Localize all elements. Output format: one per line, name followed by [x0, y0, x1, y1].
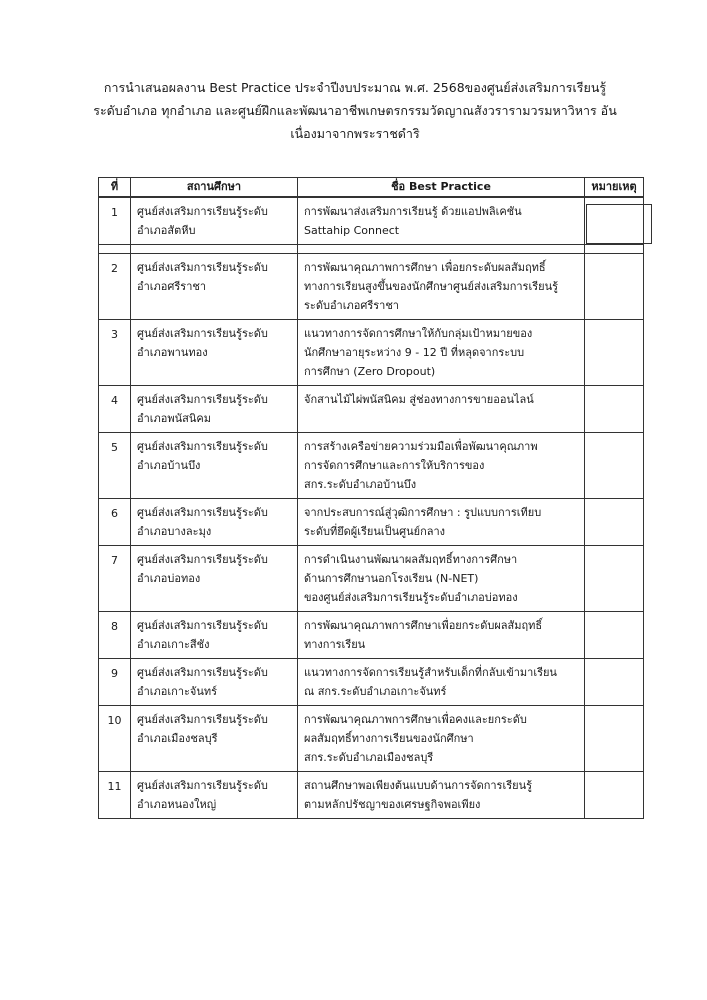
note-cell — [585, 659, 644, 706]
table-row — [99, 433, 644, 499]
header-school: สถานศึกษา — [131, 178, 298, 198]
school-name-cell — [131, 546, 298, 612]
note-cell — [585, 772, 644, 819]
practice-name-line: แนวทางการจัดการเรียนรู้สำหรับเด็กที่กลับเข้ามาเรียน — [304, 666, 557, 679]
school-name-line: อำเภอบ้านบึง — [137, 459, 201, 472]
practice-name-cell — [298, 197, 585, 245]
row-number: 4 — [99, 386, 131, 433]
table-row — [99, 197, 644, 245]
practice-name-line: ของศูนย์ส่งเสริมการเรียนรู้ระดับอำเภอบ่อทอง — [304, 591, 518, 604]
row-number: 1 — [99, 197, 131, 245]
practice-name-line: ณ สกร.ระดับอำเภอเกาะจันทร์ — [304, 685, 447, 698]
table-row — [99, 546, 644, 612]
note-cell — [585, 546, 644, 612]
table-header-row — [99, 178, 644, 198]
table-row — [99, 659, 644, 706]
note-cell — [585, 386, 644, 433]
header-note: หมายเหตุ — [585, 178, 644, 198]
practice-name-line: การพัฒนาคุณภาพการศึกษาเพื่อคงและยกระดับ — [304, 713, 527, 726]
school-name-line: ศูนย์ส่งเสริมการเรียนรู้ระดับ — [137, 506, 268, 519]
school-name-line: อำเภอพนัสนิคม — [137, 412, 212, 425]
practice-name-line: แนวทางการจัดการศึกษาให้กับกลุ่มเป้าหมายของ — [304, 327, 533, 340]
note-cell — [585, 612, 644, 659]
practice-name-cell — [298, 659, 585, 706]
school-name-line: ศูนย์ส่งเสริมการเรียนรู้ระดับ — [137, 553, 268, 566]
note-box — [586, 204, 652, 244]
row-number: 7 — [99, 546, 131, 612]
row-number: 8 — [99, 612, 131, 659]
spacer-cell — [131, 245, 298, 254]
practice-name-line: การพัฒนาคุณภาพการศึกษา เพื่อยกระดับผลสัมฤทธิ์ — [304, 261, 546, 274]
row-number: 9 — [99, 659, 131, 706]
school-name-line: อำเภอบ่อทอง — [137, 572, 201, 585]
practice-name-cell — [298, 386, 585, 433]
header-no: ที่ — [99, 178, 131, 198]
school-name-line: ศูนย์ส่งเสริมการเรียนรู้ระดับ — [137, 779, 268, 792]
school-name-line: อำเภอเกาะสีชัง — [137, 638, 210, 651]
best-practice-table — [98, 177, 644, 819]
spacer-row — [99, 245, 644, 254]
practice-name-line: นักศึกษาอายุระหว่าง 9 - 12 ปี ที่หลุดจากระบบ — [304, 346, 525, 359]
table-body — [99, 197, 644, 819]
school-name-line: ศูนย์ส่งเสริมการเรียนรู้ระดับ — [137, 261, 268, 274]
row-number: 6 — [99, 499, 131, 546]
school-name-cell — [131, 197, 298, 245]
school-name-cell — [131, 254, 298, 320]
note-cell — [585, 706, 644, 772]
table-row — [99, 706, 644, 772]
title-line-1: การนำเสนอผลงาน Best Practice ประจำปีงบประมาณ พ.ศ. 2568ของศูนย์ส่งเสริมการเรียนรู้ — [103, 80, 607, 95]
practice-name-line: ตามหลักปรัชญาของเศรษฐกิจพอเพียง — [304, 798, 481, 811]
practice-name-line: การสร้างเครือข่ายความร่วมมือเพื่อพัฒนาคุณภาพ — [304, 440, 538, 453]
table-row — [99, 772, 644, 819]
table-row — [99, 254, 644, 320]
practice-name-line: Sattahip Connect — [304, 224, 400, 237]
school-name-cell — [131, 659, 298, 706]
row-number: 10 — [99, 706, 131, 772]
practice-name-cell — [298, 772, 585, 819]
school-name-line: ศูนย์ส่งเสริมการเรียนรู้ระดับ — [137, 205, 268, 218]
spacer-cell — [585, 245, 644, 254]
table-row — [99, 386, 644, 433]
practice-name-line: สกร.ระดับอำเภอบ้านบึง — [304, 478, 417, 491]
practice-name-line: สกร.ระดับอำเภอเมืองชลบุรี — [304, 751, 434, 764]
practice-name-line: สถานศึกษาพอเพียงต้นแบบด้านการจัดการเรียนรู้ — [304, 779, 533, 792]
practice-name-line: ด้านการศึกษานอกโรงเรียน (N-NET) — [304, 572, 479, 585]
title-line-2: ระดับอำเภอ ทุกอำเภอ และศูนย์ฝึกและพัฒนาอาชีพเกษตรกรรมวัดญาณสังวรารามวรมหาวิหาร อัน — [93, 103, 617, 118]
note-cell — [585, 254, 644, 320]
practice-name-line: การศึกษา (Zero Dropout) — [304, 365, 436, 378]
practice-name-cell — [298, 433, 585, 499]
note-cell — [585, 320, 644, 386]
practice-name-cell — [298, 320, 585, 386]
practice-name-line: ทางการเรียนสูงขึ้นของนักศึกษาศูนย์ส่งเสริมการเรียนรู้ — [304, 280, 558, 293]
row-number: 3 — [99, 320, 131, 386]
school-name-cell — [131, 320, 298, 386]
school-name-cell — [131, 386, 298, 433]
school-name-cell — [131, 612, 298, 659]
practice-name-line: จากประสบการณ์สู่วุฒิการศึกษา : รูปแบบการเทียบ — [304, 506, 542, 519]
practice-name-line: ระดับอำเภอศรีราชา — [304, 299, 399, 312]
table-row — [99, 612, 644, 659]
school-name-line: อำเภอเกาะจันทร์ — [137, 685, 218, 698]
school-name-line: ศูนย์ส่งเสริมการเรียนรู้ระดับ — [137, 327, 268, 340]
school-name-line: ศูนย์ส่งเสริมการเรียนรู้ระดับ — [137, 393, 268, 406]
school-name-line: อำเภอบางละมุง — [137, 525, 212, 538]
practice-name-line: จักสานไม้ไผ่พนัสนิคม สู่ช่องทางการขายออนไลน์ — [304, 393, 534, 406]
school-name-line: ศูนย์ส่งเสริมการเรียนรู้ระดับ — [137, 666, 268, 679]
school-name-line: อำเภอศรีราชา — [137, 280, 207, 293]
practice-name-cell — [298, 706, 585, 772]
school-name-line: อำเภอหนองใหญ่ — [137, 798, 217, 811]
practice-name-cell — [298, 254, 585, 320]
school-name-line: อำเภอเมืองชลบุรี — [137, 732, 218, 745]
header-practice: ชื่อ Best Practice — [298, 178, 585, 198]
row-number: 11 — [99, 772, 131, 819]
school-name-cell — [131, 706, 298, 772]
spacer-cell — [99, 245, 131, 254]
school-name-cell — [131, 499, 298, 546]
spacer-cell — [298, 245, 585, 254]
school-name-line: อำเภอสัตหีบ — [137, 224, 196, 237]
practice-name-line: การพัฒนาส่งเสริมการเรียนรู้ ด้วยแอปพลิเคชัน — [304, 205, 522, 218]
school-name-line: ศูนย์ส่งเสริมการเรียนรู้ระดับ — [137, 619, 268, 632]
school-name-line: ศูนย์ส่งเสริมการเรียนรู้ระดับ — [137, 440, 268, 453]
table-row — [99, 499, 644, 546]
row-number: 2 — [99, 254, 131, 320]
school-name-line: ศูนย์ส่งเสริมการเรียนรู้ระดับ — [137, 713, 268, 726]
note-cell — [585, 499, 644, 546]
practice-name-line: ระดับที่ยึดผู้เรียนเป็นศูนย์กลาง — [304, 525, 446, 538]
practice-name-line: ทางการเรียน — [304, 638, 366, 651]
document-title — [90, 76, 620, 145]
note-cell — [585, 433, 644, 499]
school-name-cell — [131, 433, 298, 499]
school-name-cell — [131, 772, 298, 819]
school-name-line: อำเภอพานทอง — [137, 346, 208, 359]
practice-name-cell — [298, 612, 585, 659]
practice-name-line: การจัดการศึกษาและการให้บริการของ — [304, 459, 485, 472]
practice-name-cell — [298, 546, 585, 612]
practice-name-cell — [298, 499, 585, 546]
practice-name-line: การพัฒนาคุณภาพการศึกษาเพื่อยกระดับผลสัมฤทธิ์ — [304, 619, 543, 632]
title-line-3: เนื่องมาจากพระราชดำริ — [290, 126, 420, 141]
table-row — [99, 320, 644, 386]
practice-name-line: ผลสัมฤทธิ์ทางการเรียนของนักศึกษา — [304, 732, 474, 745]
practice-name-line: การดำเนินงานพัฒนาผลสัมฤทธิ์ทางการศึกษา — [304, 553, 518, 566]
row-number: 5 — [99, 433, 131, 499]
